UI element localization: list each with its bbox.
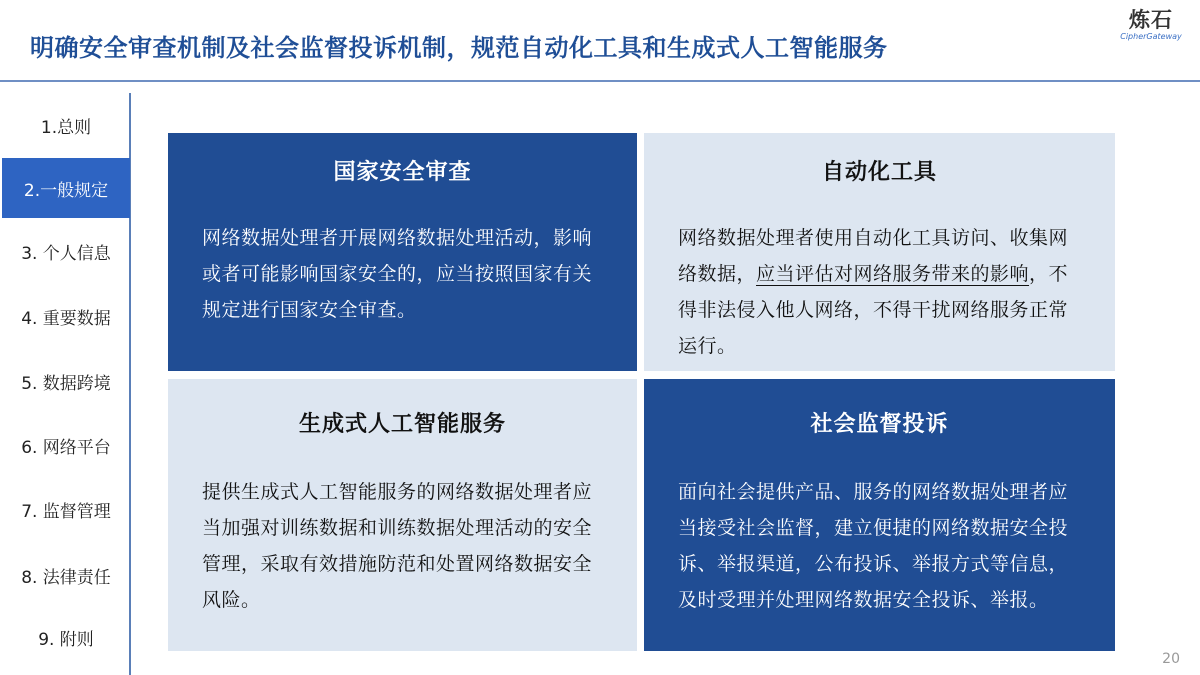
national-security-card (168, 133, 637, 371)
logo-text: 炼石 (1129, 8, 1173, 32)
card-title: 社会监督投诉 (810, 412, 949, 437)
sidebar-item-general-provisions[interactable]: 2.一般规定 (2, 158, 130, 218)
card-body (678, 220, 1081, 364)
sidebar-item-supervision[interactable]: 7. 监督管理 (21, 501, 111, 522)
card-title: 自动化工具 (821, 160, 937, 185)
card-body: 面向社会提供产品、服务的网络数据处理者应当接受社会监督，建立便捷的网络数据安全投诉、举报渠道，公布投诉、举报方式等信息，及时受理并处理网络数据安全投诉、举报。 (678, 481, 1069, 611)
card-body-underlined: 应当评估对网络服务带来的影响 (756, 263, 1030, 285)
sidebar-item-supplementary[interactable]: 9. 附则 (38, 629, 94, 650)
sidebar-item-general-principles[interactable]: 1.总则 (40, 117, 92, 138)
sidebar-item-personal-information[interactable]: 3. 个人信息 (21, 243, 111, 264)
automation-tools-card (644, 133, 1115, 371)
sidebar-item-legal-liability[interactable]: 8. 法律责任 (21, 567, 111, 588)
chapter-sidebar (0, 93, 131, 675)
social-supervision-card (644, 379, 1115, 651)
card-body: 提供生成式人工智能服务的网络数据处理者应当加强对训练数据和训练数据处理活动的安全管理，采取有效措施防范和处置网络数据安全风险。 (202, 481, 593, 611)
generative-ai-card (168, 379, 637, 651)
slide-title: 明确安全审查机制及社会监督投诉机制，规范自动化工具和生成式人工智能服务 (30, 34, 888, 62)
card-body-text: 网络数据处理者使用自动化工具访问、收集网络数据， (678, 227, 1069, 285)
title-divider (0, 80, 1200, 82)
card-body: 网络数据处理者开展网络数据处理活动，影响或者可能影响国家安全的，应当按照国家有关规定进行国家安全审查。 (202, 227, 593, 321)
sidebar-item-cross-border-data[interactable]: 5. 数据跨境 (21, 373, 111, 394)
company-logo (1116, 8, 1186, 41)
page-number: 20 (1162, 651, 1180, 667)
card-body-text: ，不得非法侵入他人网络，不得干扰网络服务正常运行。 (678, 263, 1069, 357)
card-title: 国家安全审查 (333, 160, 472, 185)
sidebar-item-important-data[interactable]: 4. 重要数据 (21, 308, 111, 329)
logo-subtext: CipherGateway (1120, 32, 1182, 41)
sidebar-item-network-platforms[interactable]: 6. 网络平台 (21, 437, 111, 458)
content-grid (168, 133, 1115, 651)
card-title: 生成式人工智能服务 (298, 412, 506, 437)
